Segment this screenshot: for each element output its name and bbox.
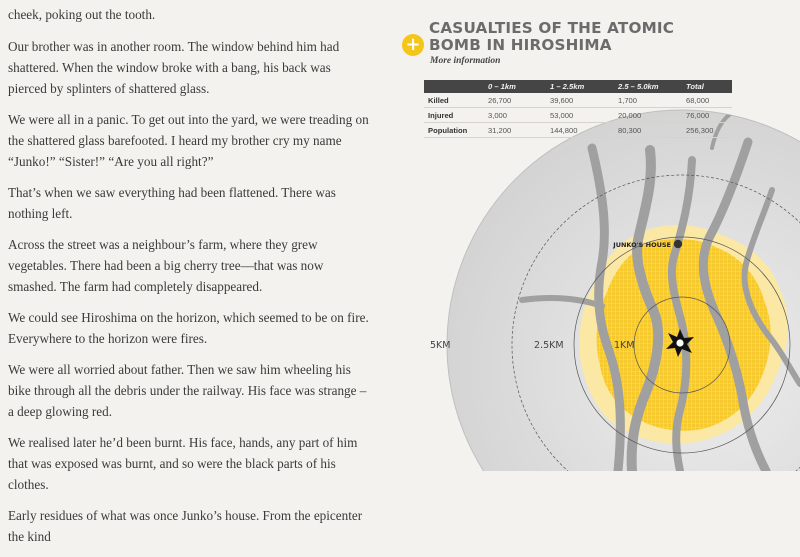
blast-map: [392, 0, 800, 471]
table-row: [424, 108, 732, 123]
table-cell: 76,000: [682, 108, 732, 123]
plus-icon[interactable]: +: [402, 34, 424, 56]
column-header: 0 – 1km: [484, 80, 546, 93]
chart-title: CASUALTIES OF THE ATOMIC BOMB IN HIROSHIMA: [429, 19, 675, 54]
table-cell: 80,300: [614, 123, 682, 138]
table-cell: 31,200: [484, 123, 546, 138]
ring-label-2-5km: 2.5KM: [534, 340, 564, 351]
table-row: [424, 123, 732, 138]
paragraph: We realised later he’d been burnt. His face, hands, any part of him that was exposed was burnt, and so were the black parts of his clothes.: [8, 435, 358, 492]
paragraph: We could see Hiroshima on the horizon, which seemed to be on fire. Everywhere to the horizon were fires.: [8, 310, 369, 346]
table-cell: 1,700: [614, 93, 682, 108]
more-information-link[interactable]: More information: [430, 56, 501, 66]
table-cell: 68,000: [682, 93, 732, 108]
table-cell: 144,800: [546, 123, 614, 138]
paragraph: Early residues of what was once Junko’s house. From the epicenter the kind: [8, 508, 363, 544]
row-label: Injured: [424, 108, 484, 123]
ring-label-1km: 1KM: [614, 340, 635, 351]
table-cell: 20,000: [614, 108, 682, 123]
paragraph: We were all in a panic. To get out into the yard, we were treading on the shattered glass barefooted. I heard my brother cry my name “Junko!” “Sister!” “Are you all right?”: [8, 112, 369, 169]
paragraph: Our brother was in another room. The window behind him had shattered. When the window broke with a bang, his back was pierced by splinters of shattered glass.: [8, 39, 340, 96]
table-row: [424, 93, 732, 108]
infographic-panel: [392, 0, 800, 471]
table-cell: 39,600: [546, 93, 614, 108]
ring-label-5km: 5KM: [430, 340, 451, 351]
row-label: Killed: [424, 93, 484, 108]
paragraph: Across the street was a neighbour’s farm, where they grew vegetables. There had been a big cherry tree—that was now smashed. The farm had completely disappeared.: [8, 237, 324, 294]
casualties-table: [424, 80, 732, 138]
column-header: [424, 80, 484, 93]
table-cell: 256,300: [682, 123, 732, 138]
column-header: 1 – 2.5km: [546, 80, 614, 93]
paragraph: cheek, poking out the tooth.: [8, 7, 156, 22]
table-cell: 53,000: [546, 108, 614, 123]
junkos-house-label: JUNKO'S HOUSE: [613, 241, 671, 249]
table-header-row: [424, 80, 732, 93]
row-label: Population: [424, 123, 484, 138]
table-cell: 26,700: [484, 93, 546, 108]
paragraph: We were all worried about father. Then we saw him wheeling his bike through all the debris under the railway. His face was strange – a deep glowing red.: [8, 362, 367, 419]
table-cell: 3,000: [484, 108, 546, 123]
column-header: 2.5 – 5.0km: [614, 80, 682, 93]
column-header: Total: [682, 80, 732, 93]
paragraph: That’s when we saw everything had been flattened. There was nothing left.: [8, 185, 336, 221]
story-text: [8, 0, 370, 557]
